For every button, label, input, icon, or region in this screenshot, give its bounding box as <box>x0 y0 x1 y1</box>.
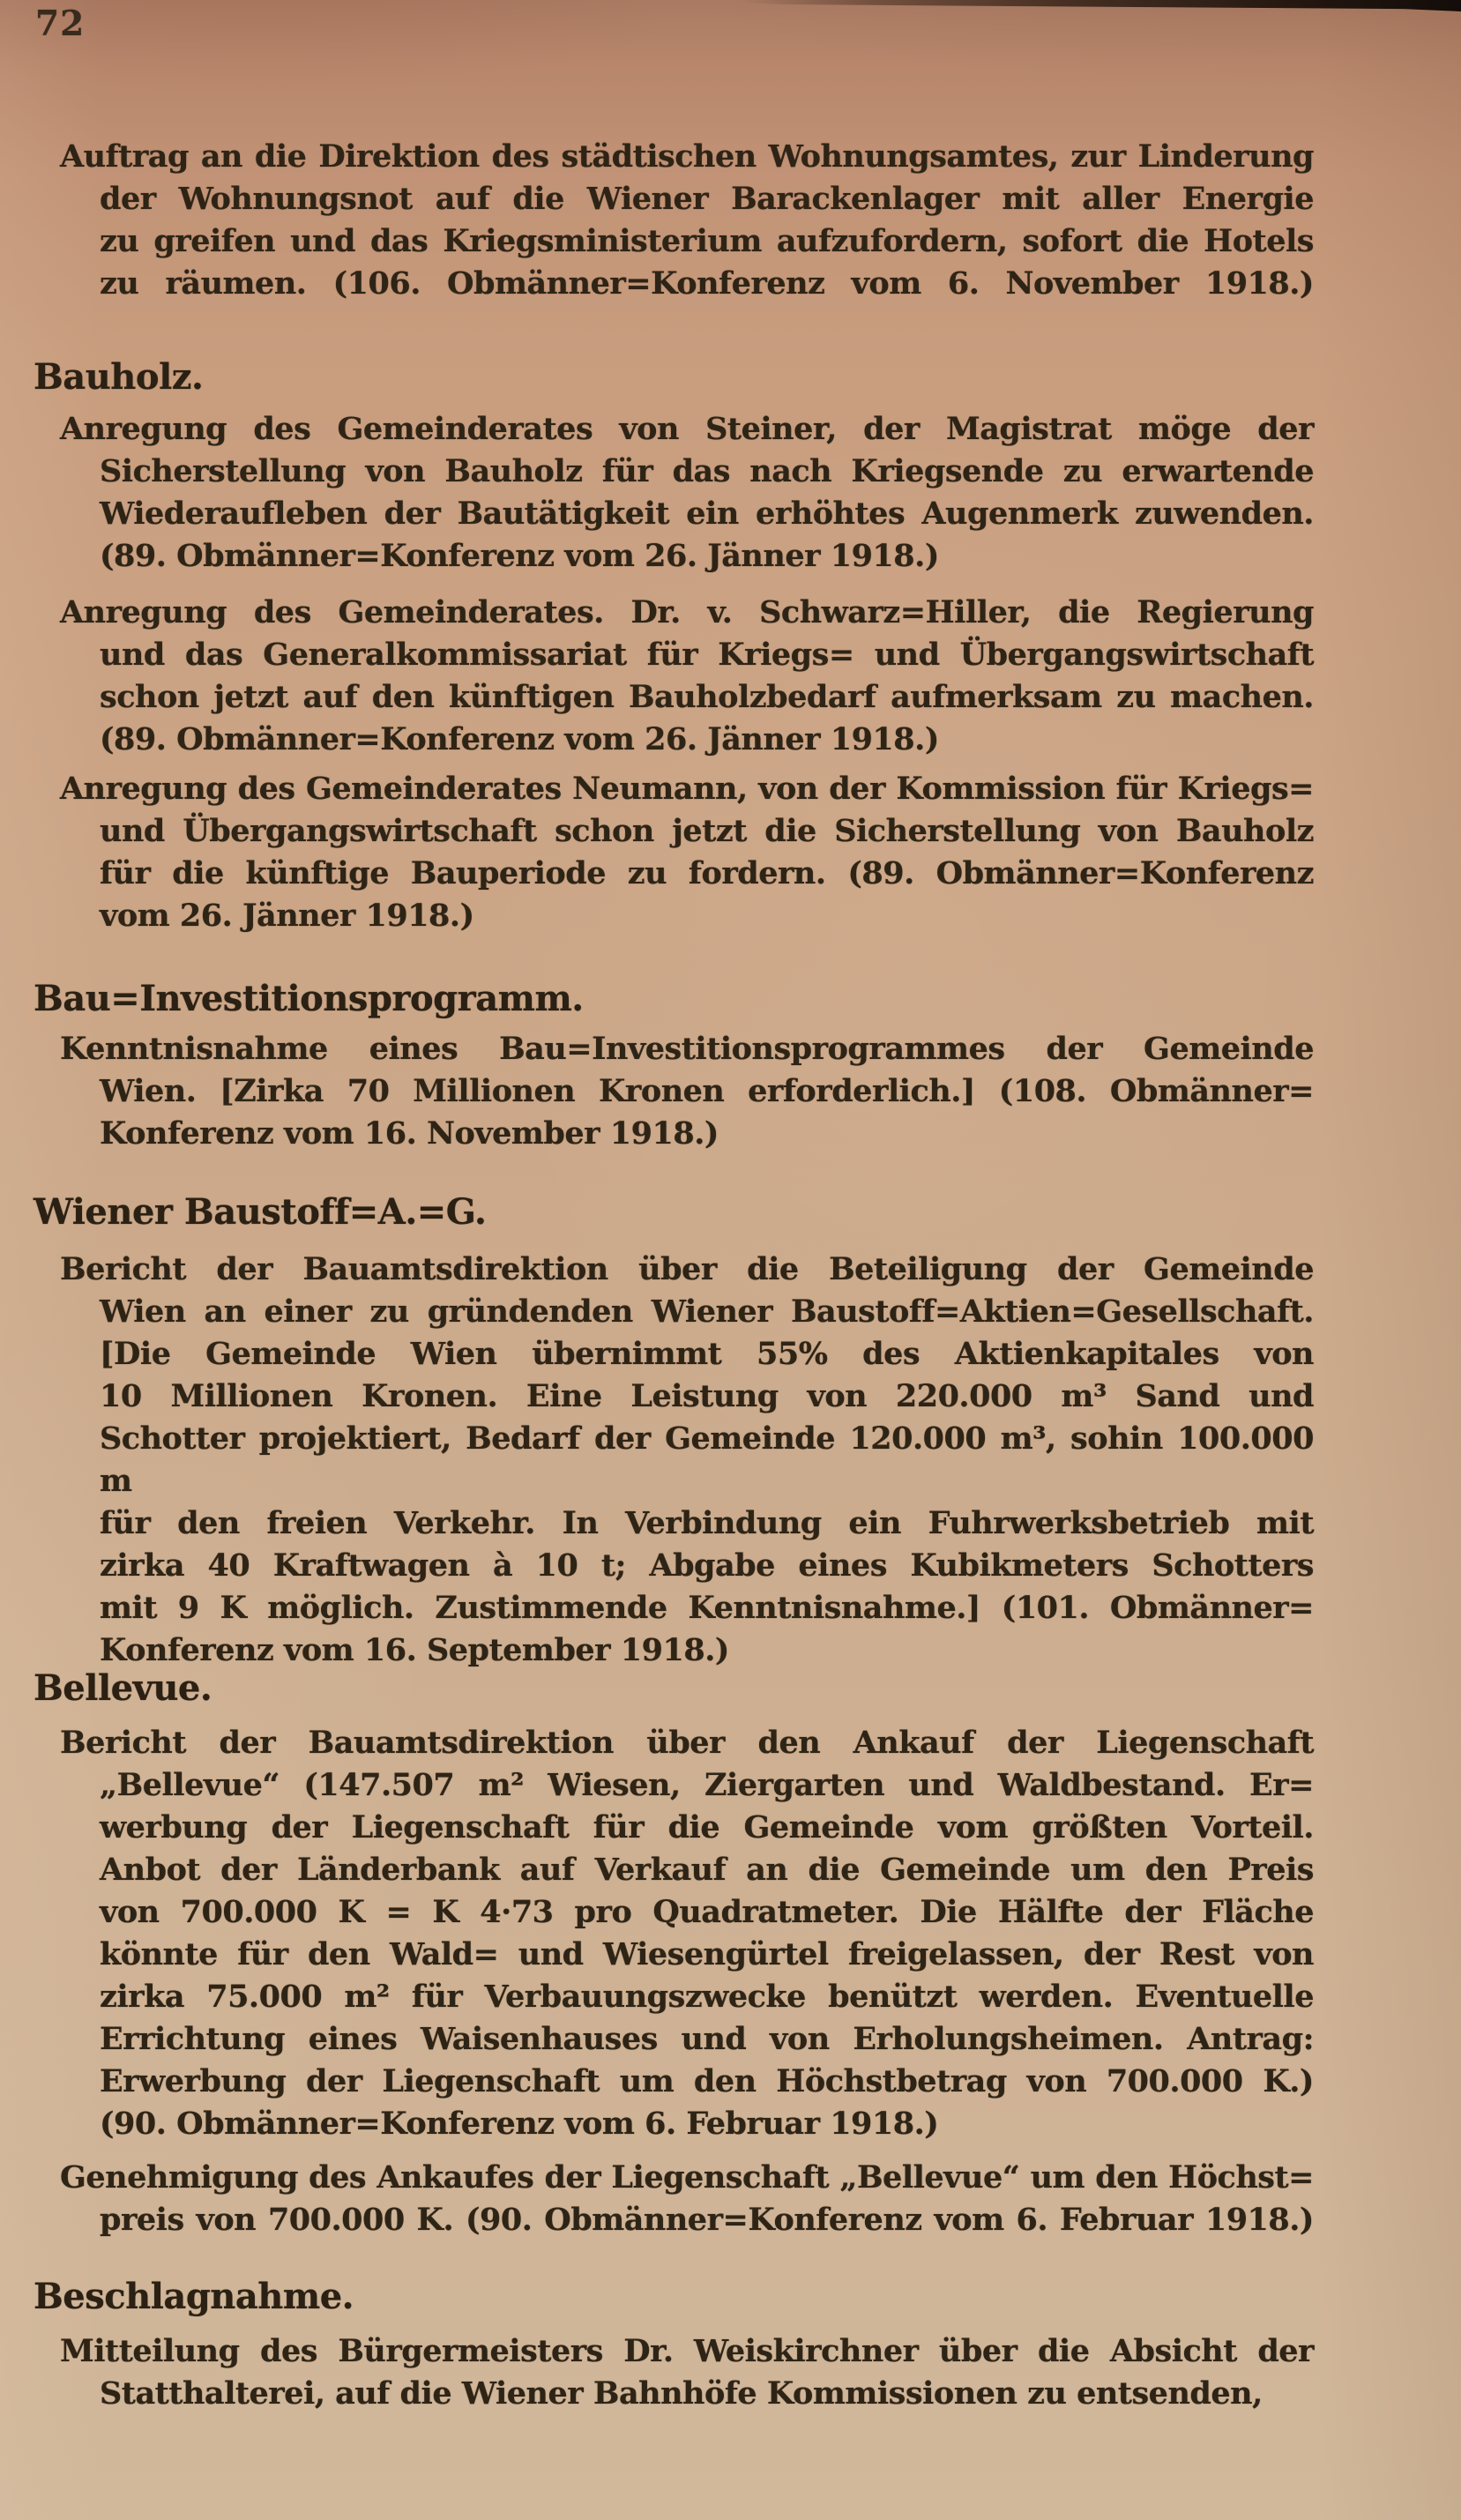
index-entry <box>0 768 1314 937</box>
entry-line: Konferenz vom 16. September 1918.) <box>100 1632 729 1668</box>
entry-line: Bericht der Bauamtsdirektion über die Beteiligung der Gemeinde <box>60 1251 1314 1287</box>
index-entry <box>0 1249 1314 1672</box>
index-entry <box>0 592 1314 761</box>
entry-line: könnte für den Wald= und Wiesengürtel freigelassen, der Rest von <box>100 1936 1314 1972</box>
entry-line: vom 26. Jänner 1918.) <box>100 898 474 934</box>
entry-line: Wien. [Zirka 70 Millionen Kronen erforderlich.] (108. Obmänner= <box>100 1073 1314 1109</box>
entry-line: „Bellevue“ (147.507 m² Wiesen, Ziergarten und Waldbestand. Er= <box>100 1767 1314 1803</box>
index-entry <box>0 2330 1314 2415</box>
entry-line: preis von 700.000 K. (90. Obmänner=Konferenz vom 6. Februar 1918.) <box>100 2202 1314 2238</box>
entry-line: der Wohnungsnot auf die Wiener Barackenlager mit aller Energie <box>100 181 1314 217</box>
section-heading: Bellevue. <box>34 1667 212 1709</box>
index-entry <box>0 1028 1314 1155</box>
page-number: 72 <box>35 4 86 44</box>
entry-line: Anregung des Gemeinderates Neumann, von der Kommission für Kriegs= <box>60 771 1314 807</box>
scan-edge-shadow <box>741 0 1461 11</box>
entry-line: mit 9 K möglich. Zustimmende Kenntnisnahme.] (101. Obmänner= <box>100 1590 1314 1626</box>
entry-line: zirka 75.000 m² für Verbauungszwecke benützt werden. Eventuelle <box>100 1979 1314 2015</box>
entry-line: für die künftige Bauperiode zu fordern. (89. Obmänner=Konferenz <box>100 855 1314 891</box>
section-heading: Beschlagnahme. <box>34 2276 354 2317</box>
entry-line: (90. Obmänner=Konferenz vom 6. Februar 1918.) <box>100 2106 939 2142</box>
entry-line: zu räumen. (106. Obmänner=Konferenz vom 6. November 1918.) <box>100 265 1314 302</box>
index-entry <box>0 2157 1314 2241</box>
entry-line: zu greifen und das Kriegsministerium aufzufordern, sofort die Hotels <box>100 223 1314 259</box>
entry-line: und Übergangswirtschaft schon jetzt die Sicherstellung von Bauholz <box>100 813 1314 849</box>
entry-line: Wien an einer zu gründenden Wiener Baustoff=Aktien=Gesellschaft. <box>100 1294 1314 1330</box>
entry-line: 10 Millionen Kronen. Eine Leistung von 220.000 m³ Sand und <box>100 1378 1314 1414</box>
index-entry <box>0 408 1314 578</box>
entry-line: zirka 40 Kraftwagen à 10 t; Abgabe eines Kubikmeters Schotters <box>100 1547 1314 1584</box>
entry-line: [Die Gemeinde Wien übernimmt 55% des Aktienkapitales von <box>100 1336 1314 1372</box>
section-heading: Bauholz. <box>34 356 204 398</box>
section-heading: Bau=Investitionsprogramm. <box>34 978 584 1019</box>
entry-line: Erwerbung der Liegenschaft um den Höchstbetrag von 700.000 K.) <box>100 2063 1314 2099</box>
entry-line: (89. Obmänner=Konferenz vom 26. Jänner 1918.) <box>100 538 939 574</box>
entry-line: Genehmigung des Ankaufes der Liegenschaft „Bellevue“ um den Höchst= <box>60 2159 1314 2196</box>
entry-line: Bericht der Bauamtsdirektion über den Ankauf der Liegenschaft <box>60 1725 1314 1761</box>
entry-line: schon jetzt auf den künftigen Bauholzbedarf aufmerksam zu machen. <box>100 679 1314 715</box>
index-entry <box>0 136 1314 305</box>
entry-line: Sicherstellung von Bauholz für das nach Kriegsende zu erwartende <box>100 453 1314 489</box>
entry-line: (89. Obmänner=Konferenz vom 26. Jänner 1918.) <box>100 721 939 757</box>
section-heading: Wiener Baustoff=A.=G. <box>34 1191 487 1233</box>
entry-line: für den freien Verkehr. In Verbindung ein Fuhrwerksbetrieb mit <box>100 1505 1314 1541</box>
entry-line: und das Generalkommissariat für Kriegs= und Übergangswirtschaft <box>100 637 1314 673</box>
entry-line: Konferenz vom 16. November 1918.) <box>100 1115 719 1152</box>
entry-line: Auftrag an die Direktion des städtischen Wohnungsamtes, zur Linderung <box>60 138 1314 175</box>
entry-line: von 700.000 K = K 4·73 pro Quadratmeter. Die Hälfte der Fläche <box>100 1894 1314 1930</box>
entry-line: Wiederaufleben der Bautätigkeit ein erhöhtes Augenmerk zuwenden. <box>100 496 1314 532</box>
entry-line: Errichtung eines Waisenhauses und von Erholungsheimen. Antrag: <box>100 2021 1314 2057</box>
entry-line: Mitteilung des Bürgermeisters Dr. Weiskirchner über die Absicht der <box>60 2333 1314 2369</box>
entry-line: Anregung des Gemeinderates. Dr. v. Schwarz=Hiller, die Regierung <box>60 594 1314 630</box>
entry-line: werbung der Liegenschaft für die Gemeinde vom größten Vorteil. <box>100 1809 1314 1845</box>
entry-line: Anbot der Länderbank auf Verkauf an die Gemeinde um den Preis <box>100 1852 1314 1888</box>
entry-line: Schotter projektiert, Bedarf der Gemeinde 120.000 m³, sohin 100.000 m <box>100 1420 1314 1499</box>
entry-line: Anregung des Gemeinderates von Steiner, der Magistrat möge der <box>60 411 1314 447</box>
entry-line: Kenntnisnahme eines Bau=Investitionsprogrammes der Gemeinde <box>60 1031 1314 1067</box>
entry-line: Statthalterei, auf die Wiener Bahnhöfe Kommissionen zu entsenden, <box>100 2375 1263 2412</box>
index-entry <box>0 1722 1314 2145</box>
